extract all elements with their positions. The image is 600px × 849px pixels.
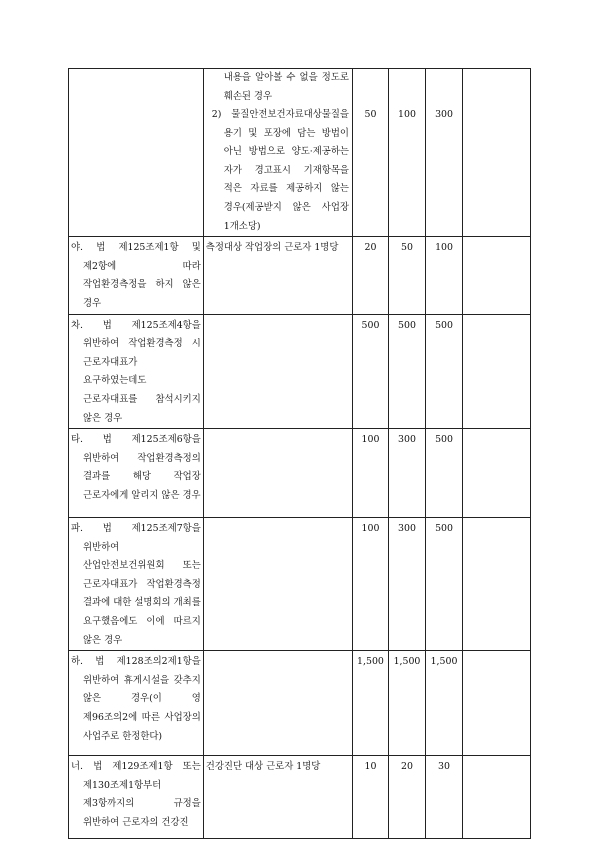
third-fine-value: 300 [435,109,453,120]
criteria-cell: 건강진단 대상 근로자 1명당 [203,756,352,839]
remark-cell [463,429,531,518]
remark-cell [463,518,531,651]
second-fine-cell: 500 [388,314,425,429]
first-fine-cell: 500 [352,314,388,429]
first-fine-cell: 1,500 [352,651,388,756]
third-fine-cell: 500 [426,314,463,429]
third-fine-cell: 100 [426,237,463,314]
table-row [69,651,531,756]
second-fine-cell: 300 [388,429,425,518]
first-fine-cell: 20 [352,237,388,314]
third-fine-cell: 500 [426,518,463,651]
table-row [69,756,531,839]
criteria-cell [203,69,352,237]
criteria-cell [203,651,352,756]
violation-cell [69,69,204,237]
second-fine-cell: 20 [388,756,425,839]
second-fine-cell: 1,500 [388,651,425,756]
criteria-cell [203,314,352,429]
criteria-cell [203,429,352,518]
criteria-cell: 측정대상 작업장의 근로자 1명당 [203,237,352,314]
third-fine-cell: 1,500 [426,651,463,756]
first-fine-value: 50 [364,109,377,120]
table-row [69,237,531,314]
remark-cell [463,651,531,756]
third-fine-cell: 30 [426,756,463,839]
third-fine-cell [426,69,463,237]
criteria-sub-a: 내용을 알아볼 수 없을 정도로 훼손된 경우 [223,72,349,102]
remark-cell [463,69,531,237]
table-row-continuation [69,69,531,237]
first-fine-cell [352,69,388,237]
third-fine-cell: 500 [426,429,463,518]
second-fine-cell: 300 [388,518,425,651]
table-row [69,518,531,651]
remark-cell [463,314,531,429]
table-row [69,314,531,429]
violation-cell: 타. 법 제125조제6항을 위반하여 작업환경측정의 결과를 해당 작업장 근로자에게 알리지 않은 경우 [69,429,204,518]
penalty-table [68,68,531,839]
violation-cell: 파. 법 제125조제7항을 위반하여 산업안전보건위원회 또는 근로자대표가 작업환경측정 결과에 대한 설명회의 개최를 요구했음에도 이에 따르지 않은 경우 [69,518,204,651]
criteria-sub-b: 2) 물질안전보건자료대상물질을 용기 및 포장에 담는 방법이 아닌 방법으로 양도·제공하는 자가 경고표시 기재항목을 적은 자료를 제공하지 않는 경우(제공받지 않은 사업장 1개소당) [211,109,349,232]
first-fine-cell: 10 [352,756,388,839]
violation-cell: 야. 법 제125조제1항 및 제2항에 따라 작업환경측정을 하지 않은 경우 [69,237,204,314]
table-row [69,429,531,518]
first-fine-cell: 100 [352,518,388,651]
first-fine-cell: 100 [352,429,388,518]
violation-cell: 차. 법 제125조제4항을 위반하여 작업환경측정 시 근로자대표가 요구하였는데도 근로자대표를 참석시키지 않은 경우 [69,314,204,429]
remark-cell [463,756,531,839]
second-fine-cell: 50 [388,237,425,314]
second-fine-cell [388,69,425,237]
remark-cell [463,237,531,314]
violation-cell: 너. 법 제129조제1항 또는 제130조제1항부터 제3항까지의 규정을 위반하여 근로자의 건강진 [69,756,204,839]
violation-cell: 하. 법 제128조의2제1항을 위반하여 휴게시설을 갖추지 않은 경우(이 영 제96조의2에 따른 사업장의 사업주로 한정한다) [69,651,204,756]
criteria-cell [203,518,352,651]
second-fine-value: 100 [398,109,416,120]
